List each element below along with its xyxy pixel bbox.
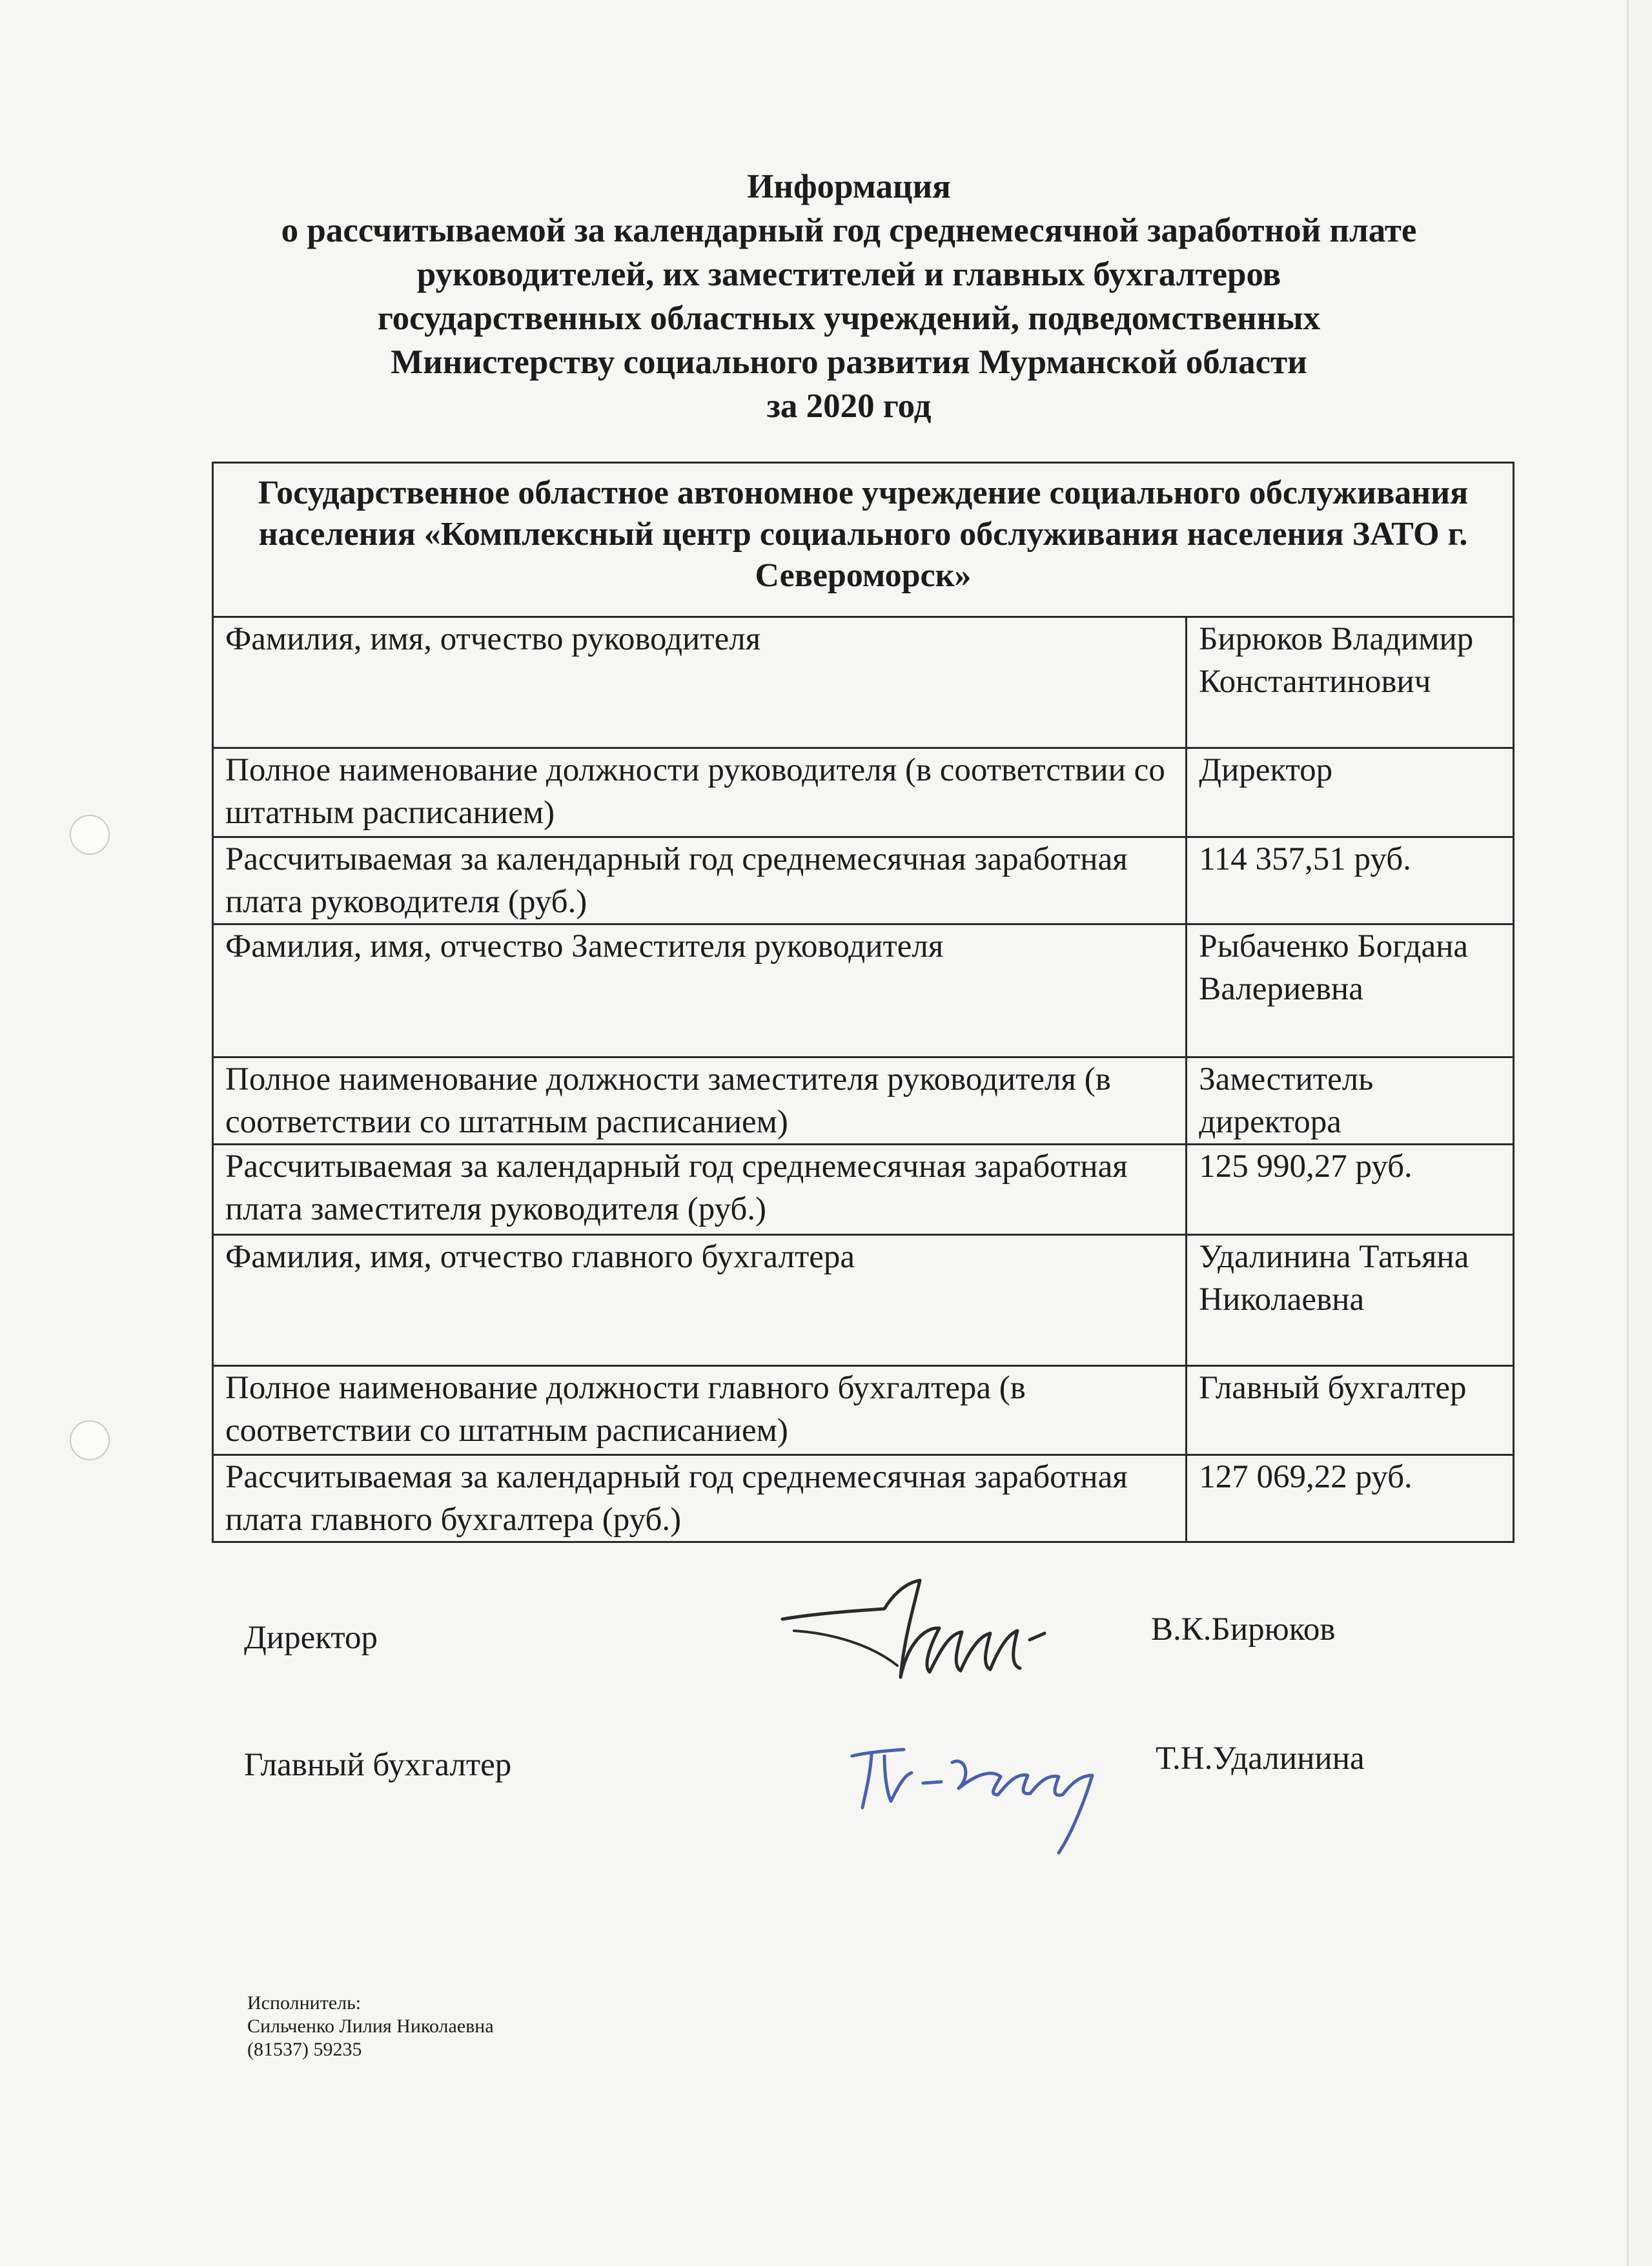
table-row — [213, 1057, 1514, 1145]
accountant-name: Т.Н.Удалинина — [1156, 1740, 1365, 1777]
executor-block — [247, 1992, 494, 2061]
title-line: Информация — [747, 168, 951, 205]
row-value: 114 357,51 руб. — [1187, 837, 1514, 924]
director-name: В.К.Бирюков — [1151, 1611, 1336, 1648]
title-line: государственных областных учреждений, подведомственных — [377, 300, 1321, 337]
accountant-title: Главный бухгалтер — [244, 1747, 512, 1783]
row-value: Заместитель директора — [1187, 1057, 1514, 1145]
organization-name: Государственное областное автономное учреждение социального обслуживания населения «Комплексный центр социального обслуживания населения ЗАТО г. Североморск» — [213, 463, 1514, 617]
executor-name: Сильченко Лилия Николаевна — [247, 2016, 494, 2037]
row-value: Бирюков Владимир Константинович — [1187, 617, 1514, 748]
title-line: о рассчитываемой за календарный год среднемесячной заработной плате — [281, 212, 1417, 249]
salary-info-table — [212, 462, 1514, 1543]
director-title: Директор — [244, 1620, 378, 1656]
row-label: Полное наименование должности руководителя (в соответствии со штатным расписанием) — [213, 748, 1187, 837]
row-label: Полное наименование должности главного бухгалтера (в соответствии со штатным расписанием) — [213, 1366, 1187, 1455]
executor-label: Исполнитель: — [247, 1992, 362, 2014]
table-row — [213, 924, 1514, 1057]
row-value: Рыбаченко Богдана Валериевна — [1187, 924, 1514, 1057]
table-row — [213, 748, 1514, 837]
director-signature-icon — [775, 1569, 1059, 1698]
table-row — [213, 1455, 1514, 1542]
document-title — [207, 165, 1491, 428]
accountant-signature-icon — [839, 1730, 1110, 1859]
row-value: Удалинина Татьяна Николаевна — [1187, 1235, 1514, 1366]
row-value: Главный бухгалтер — [1187, 1366, 1514, 1455]
row-value: Директор — [1187, 748, 1514, 837]
row-label: Рассчитываемая за календарный год среднемесячная заработная плата руководителя (руб.) — [213, 837, 1187, 924]
row-label: Фамилия, имя, отчество руководителя — [213, 617, 1187, 748]
row-label: Рассчитываемая за календарный год среднемесячная заработная плата заместителя руководителя (руб.) — [213, 1145, 1187, 1235]
row-label: Фамилия, имя, отчество главного бухгалтера — [213, 1235, 1187, 1366]
row-value: 125 990,27 руб. — [1187, 1145, 1514, 1235]
title-line: за 2020 год — [766, 387, 932, 425]
row-label: Полное наименование должности заместителя руководителя (в соответствии со штатным расписанием) — [213, 1057, 1187, 1145]
table-row — [213, 1145, 1514, 1235]
row-value: 127 069,22 руб. — [1187, 1455, 1514, 1542]
table-row — [213, 837, 1514, 924]
executor-phone: (81537) 59235 — [247, 2039, 362, 2060]
table-header-row — [213, 463, 1514, 617]
table-row — [213, 1235, 1514, 1366]
table-row — [213, 617, 1514, 748]
row-label: Рассчитываемая за календарный год среднемесячная заработная плата главного бухгалтера (руб.) — [213, 1455, 1187, 1542]
table-row — [213, 1366, 1514, 1455]
title-line: Министерству социального развития Мурманской области — [391, 343, 1307, 381]
row-label: Фамилия, имя, отчество Заместителя руководителя — [213, 924, 1187, 1057]
punch-hole-upper — [70, 815, 110, 855]
punch-hole-lower — [70, 1420, 110, 1460]
title-line: руководителей, их заместителей и главных бухгалтеров — [416, 256, 1281, 293]
